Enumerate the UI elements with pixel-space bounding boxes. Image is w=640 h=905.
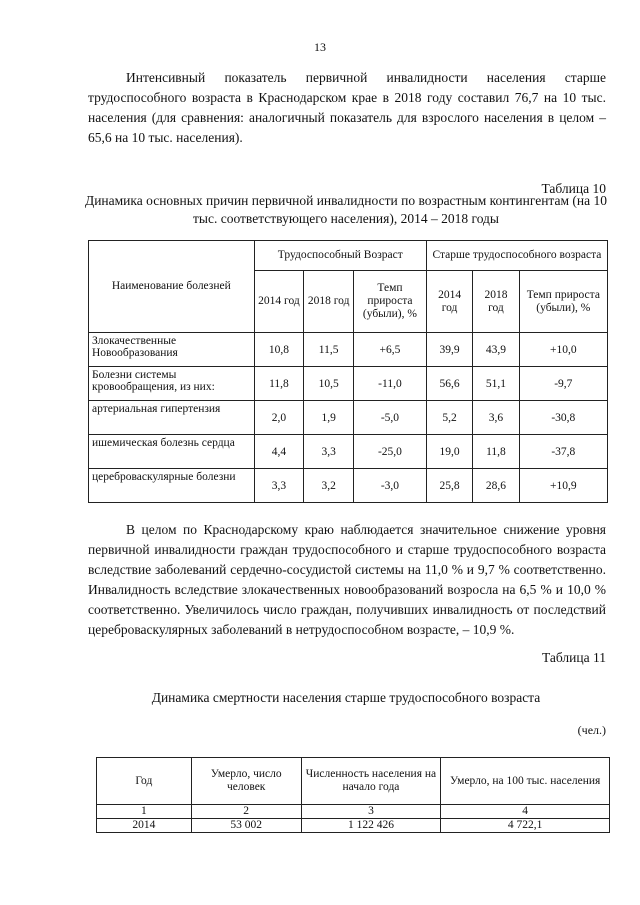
working-2014-cell: 3,3	[254, 469, 304, 503]
per100k-cell: 4 722,1	[441, 819, 610, 833]
working-2014-cell: 2,0	[254, 401, 304, 435]
disease-name-cell: Болезни системы кровообращения, из них:	[89, 367, 255, 401]
paragraph-disability-intensity: Интенсивный показатель первичной инвалидности населения старше трудоспособного возраста в Краснодарском крае в 2018 году составил 76,7 на 10 тыс. населения (для сравнения: аналогичный показатель для взрослого населения в целом – 65,6 на 10 тыс. населения).	[88, 70, 606, 145]
header-2014-older: 2014 год	[426, 271, 472, 333]
older-rate-cell: -30,8	[519, 401, 607, 435]
table-10-title: Динамика основных причин первичной инвалидности по возрастным контингентам (на 10 тыс. соответствующего населения), 2014 – 2018 годы	[84, 193, 607, 226]
died-cell: 53 002	[191, 819, 301, 833]
working-2018-cell: 10,5	[304, 367, 354, 401]
working-2018-cell: 1,9	[304, 401, 354, 435]
col-number: 2	[191, 805, 301, 819]
header-year: Год	[97, 758, 192, 805]
disease-name-cell: цереброваскулярные болезни	[89, 469, 255, 503]
table-11	[96, 757, 610, 833]
year-cell: 2014	[97, 819, 192, 833]
header-died-per-100k: Умерло, на 100 тыс. населения	[441, 758, 610, 805]
working-2018-cell: 11,5	[304, 333, 354, 367]
older-2018-cell: 3,6	[473, 401, 519, 435]
header-growth-rate-older: Темп прироста (убыли), %	[519, 271, 607, 333]
header-2014: 2014 год	[254, 271, 304, 333]
table-11-title: Динамика смертности населения старше трудоспособного возраста	[151, 690, 541, 705]
table-row	[89, 401, 608, 435]
older-2014-cell: 5,2	[426, 401, 472, 435]
older-2014-cell: 39,9	[426, 333, 472, 367]
table-row	[89, 469, 608, 503]
working-rate-cell: -5,0	[354, 401, 427, 435]
disease-name-cell: артериальная гипертензия	[89, 401, 255, 435]
table-row	[89, 333, 608, 367]
disease-name-cell: Злокачественные Новообразования	[89, 333, 255, 367]
col-number: 4	[441, 805, 610, 819]
header-working-age: Трудоспособный Возраст	[254, 241, 426, 271]
older-rate-cell: -9,7	[519, 367, 607, 401]
older-2014-cell: 25,8	[426, 469, 472, 503]
working-rate-cell: -11,0	[354, 367, 427, 401]
header-population: Численность населения на начало года	[301, 758, 441, 805]
table-11-unit: (чел.)	[577, 723, 606, 737]
page-number: 13	[314, 40, 326, 54]
header-2018-older: 2018 год	[473, 271, 519, 333]
col-number: 3	[301, 805, 441, 819]
working-2018-cell: 3,3	[304, 435, 354, 469]
table-10	[88, 240, 608, 503]
header-died-count: Умерло, число человек	[191, 758, 301, 805]
table-row	[97, 819, 610, 833]
older-2014-cell: 19,0	[426, 435, 472, 469]
working-2018-cell: 3,2	[304, 469, 354, 503]
working-rate-cell: -3,0	[354, 469, 427, 503]
older-2018-cell: 51,1	[473, 367, 519, 401]
paragraph-summary: В целом по Краснодарскому краю наблюдается значительное снижение уровня первичной инвалидности граждан трудоспособного и старше трудоспособного возраста вследствие заболеваний сердечно-сосудистой системы на 11,0 % и 9,7 % соответственно. Инвалидность вследствие злокачественных новообразований возросла на 6,5 % и 10,0 % соответственно. Увеличилось число граждан, получивших инвалидность от последствий цереброваскулярных заболеваний в нетрудоспособном возрасте, – 10,9 %.	[88, 522, 606, 637]
older-2018-cell: 11,8	[473, 435, 519, 469]
older-rate-cell: +10,9	[519, 469, 607, 503]
working-rate-cell: -25,0	[354, 435, 427, 469]
table-row	[89, 367, 608, 401]
header-2018: 2018 год	[304, 271, 354, 333]
table-10-caption: Таблица 10	[541, 181, 606, 196]
older-rate-cell: -37,8	[519, 435, 607, 469]
col-number: 1	[97, 805, 192, 819]
header-disease-name: Наименование болезней	[89, 241, 255, 333]
table-11-caption: Таблица 11	[542, 650, 606, 665]
working-2014-cell: 11,8	[254, 367, 304, 401]
older-2014-cell: 56,6	[426, 367, 472, 401]
header-older-age: Старше трудоспособного возраста	[426, 241, 607, 271]
working-rate-cell: +6,5	[354, 333, 427, 367]
population-cell: 1 122 426	[301, 819, 441, 833]
table-row	[89, 435, 608, 469]
working-2014-cell: 4,4	[254, 435, 304, 469]
header-growth-rate: Темп прироста (убыли), %	[354, 271, 427, 333]
older-rate-cell: +10,0	[519, 333, 607, 367]
older-2018-cell: 43,9	[473, 333, 519, 367]
working-2014-cell: 10,8	[254, 333, 304, 367]
disease-name-cell: ишемическая болезнь сердца	[89, 435, 255, 469]
older-2018-cell: 28,6	[473, 469, 519, 503]
